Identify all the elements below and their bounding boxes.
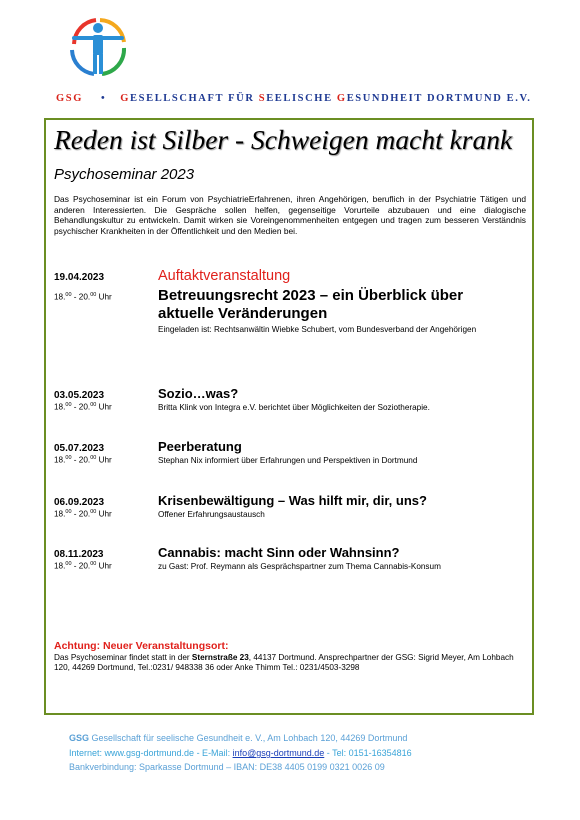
- event-date: 19.04.2023: [54, 272, 105, 283]
- notice-address: Sternstraße 23: [191, 653, 249, 662]
- event-title: Sozio…was?: [158, 386, 239, 401]
- page-title: Reden ist Silber - Schweigen macht krank: [54, 124, 513, 155]
- notice-text-cont: , 44137 Dortmund. Ansprechpartner der GSG: Sigrid Meyer, Am Lohbach 120, 44269 Dortmund, Tel.:0231/ 948338 36 oder Anke Thimm Tel.: 0231/4503-3298: [54, 653, 514, 673]
- footer-phone: - Tel: 0151-16354816: [324, 748, 412, 758]
- footer-contact: [69, 748, 412, 758]
- event-time: 18.00 - 20.00 Uhr: [54, 292, 112, 302]
- footer-contact-text: Internet: www.gsg-dortmund.de - E-Mail:: [69, 748, 233, 758]
- event-date: 08.11.2023: [54, 549, 104, 560]
- page-subtitle: Psychoseminar 2023: [54, 166, 195, 183]
- event-date: 03.05.2023: [54, 390, 105, 401]
- event-time: 18.00 - 20.00 Uhr: [54, 509, 112, 519]
- event-desc: Stephan Nix informiert über Erfahrungen und Perspektiven in Dortmund: [158, 456, 418, 465]
- notice-body: [54, 653, 526, 674]
- event-date: 06.09.2023: [54, 497, 105, 508]
- notice-heading: Achtung: Neuer Veranstaltungsort:: [54, 640, 229, 652]
- event-title: Peerberatung: [158, 439, 242, 454]
- footer-bank: Bankverbindung: Sparkasse Dortmund – IBAN: DE38 4405 0199 0321 0026 09: [69, 762, 385, 772]
- event-time: 18.00 - 20.00 Uhr: [54, 561, 112, 571]
- footer-address-text: Gesellschaft für seelische Gesundheit e. V., Am Lohbach 120, 44269 Dortmund: [89, 733, 408, 743]
- gsg-logo-icon: [66, 14, 130, 78]
- notice-text: Das Psychoseminar findet statt in der: [54, 653, 192, 662]
- event-desc: Eingeladen ist: Rechtsanwältin Wiebke Schubert, vom Bundesverband der Angehörigen: [158, 325, 477, 334]
- email-link[interactable]: info@gsg-dortmund.de: [232, 748, 325, 758]
- org-header: [56, 93, 536, 104]
- event-time: 18.00 - 20.00 Uhr: [54, 402, 112, 412]
- footer-org: GSG: [69, 733, 90, 743]
- org-name: GESELLSCHAFT FÜR SEELISCHE GESUNDHEIT DORTMUND E.V.: [120, 93, 532, 104]
- event-title-cont: aktuelle Veränderungen: [158, 305, 328, 322]
- event-title: Cannabis: macht Sinn oder Wahnsinn?: [158, 545, 400, 560]
- intro-paragraph: Das Psychoseminar ist ein Forum von PsychiatrieErfahrenen, ihren Angehörigen, beruflich in der Psychiatrie Tätigen und anderen Interessierten. Die Gespräche sollen helfen, gegenseitige Vorurteile abzubauen und eine dialogische Behandlungskultur zu entwickeln. Damit wirken sie Voreingenommenheiten entgegen und tragen zum besseren Verständnis psychischer Krankheiten in der Öffentlichkeit und den Medien bei.: [54, 194, 526, 236]
- event-title: Betreuungsrecht 2023 – ein Überblick über: [158, 287, 464, 304]
- event-title: Krisenbewältigung – Was hilft mir, dir, uns?: [158, 493, 427, 508]
- footer-address: [69, 733, 407, 743]
- separator-dot: •: [100, 93, 107, 104]
- event-time: 18.00 - 20.00 Uhr: [54, 455, 112, 465]
- event-desc: zu Gast: Prof. Reymann als Gesprächspartner zum Thema Cannabis-Konsum: [158, 562, 441, 571]
- event-date: 05.07.2023: [54, 443, 105, 454]
- event-desc: Britta Klink von Integra e.V. berichtet über Möglichkeiten der Soziotherapie.: [158, 403, 430, 412]
- event-desc: Offener Erfahrungsaustausch: [158, 510, 265, 519]
- org-abbr: GSG: [56, 93, 83, 104]
- event-kicker: Auftaktveranstaltung: [158, 268, 291, 284]
